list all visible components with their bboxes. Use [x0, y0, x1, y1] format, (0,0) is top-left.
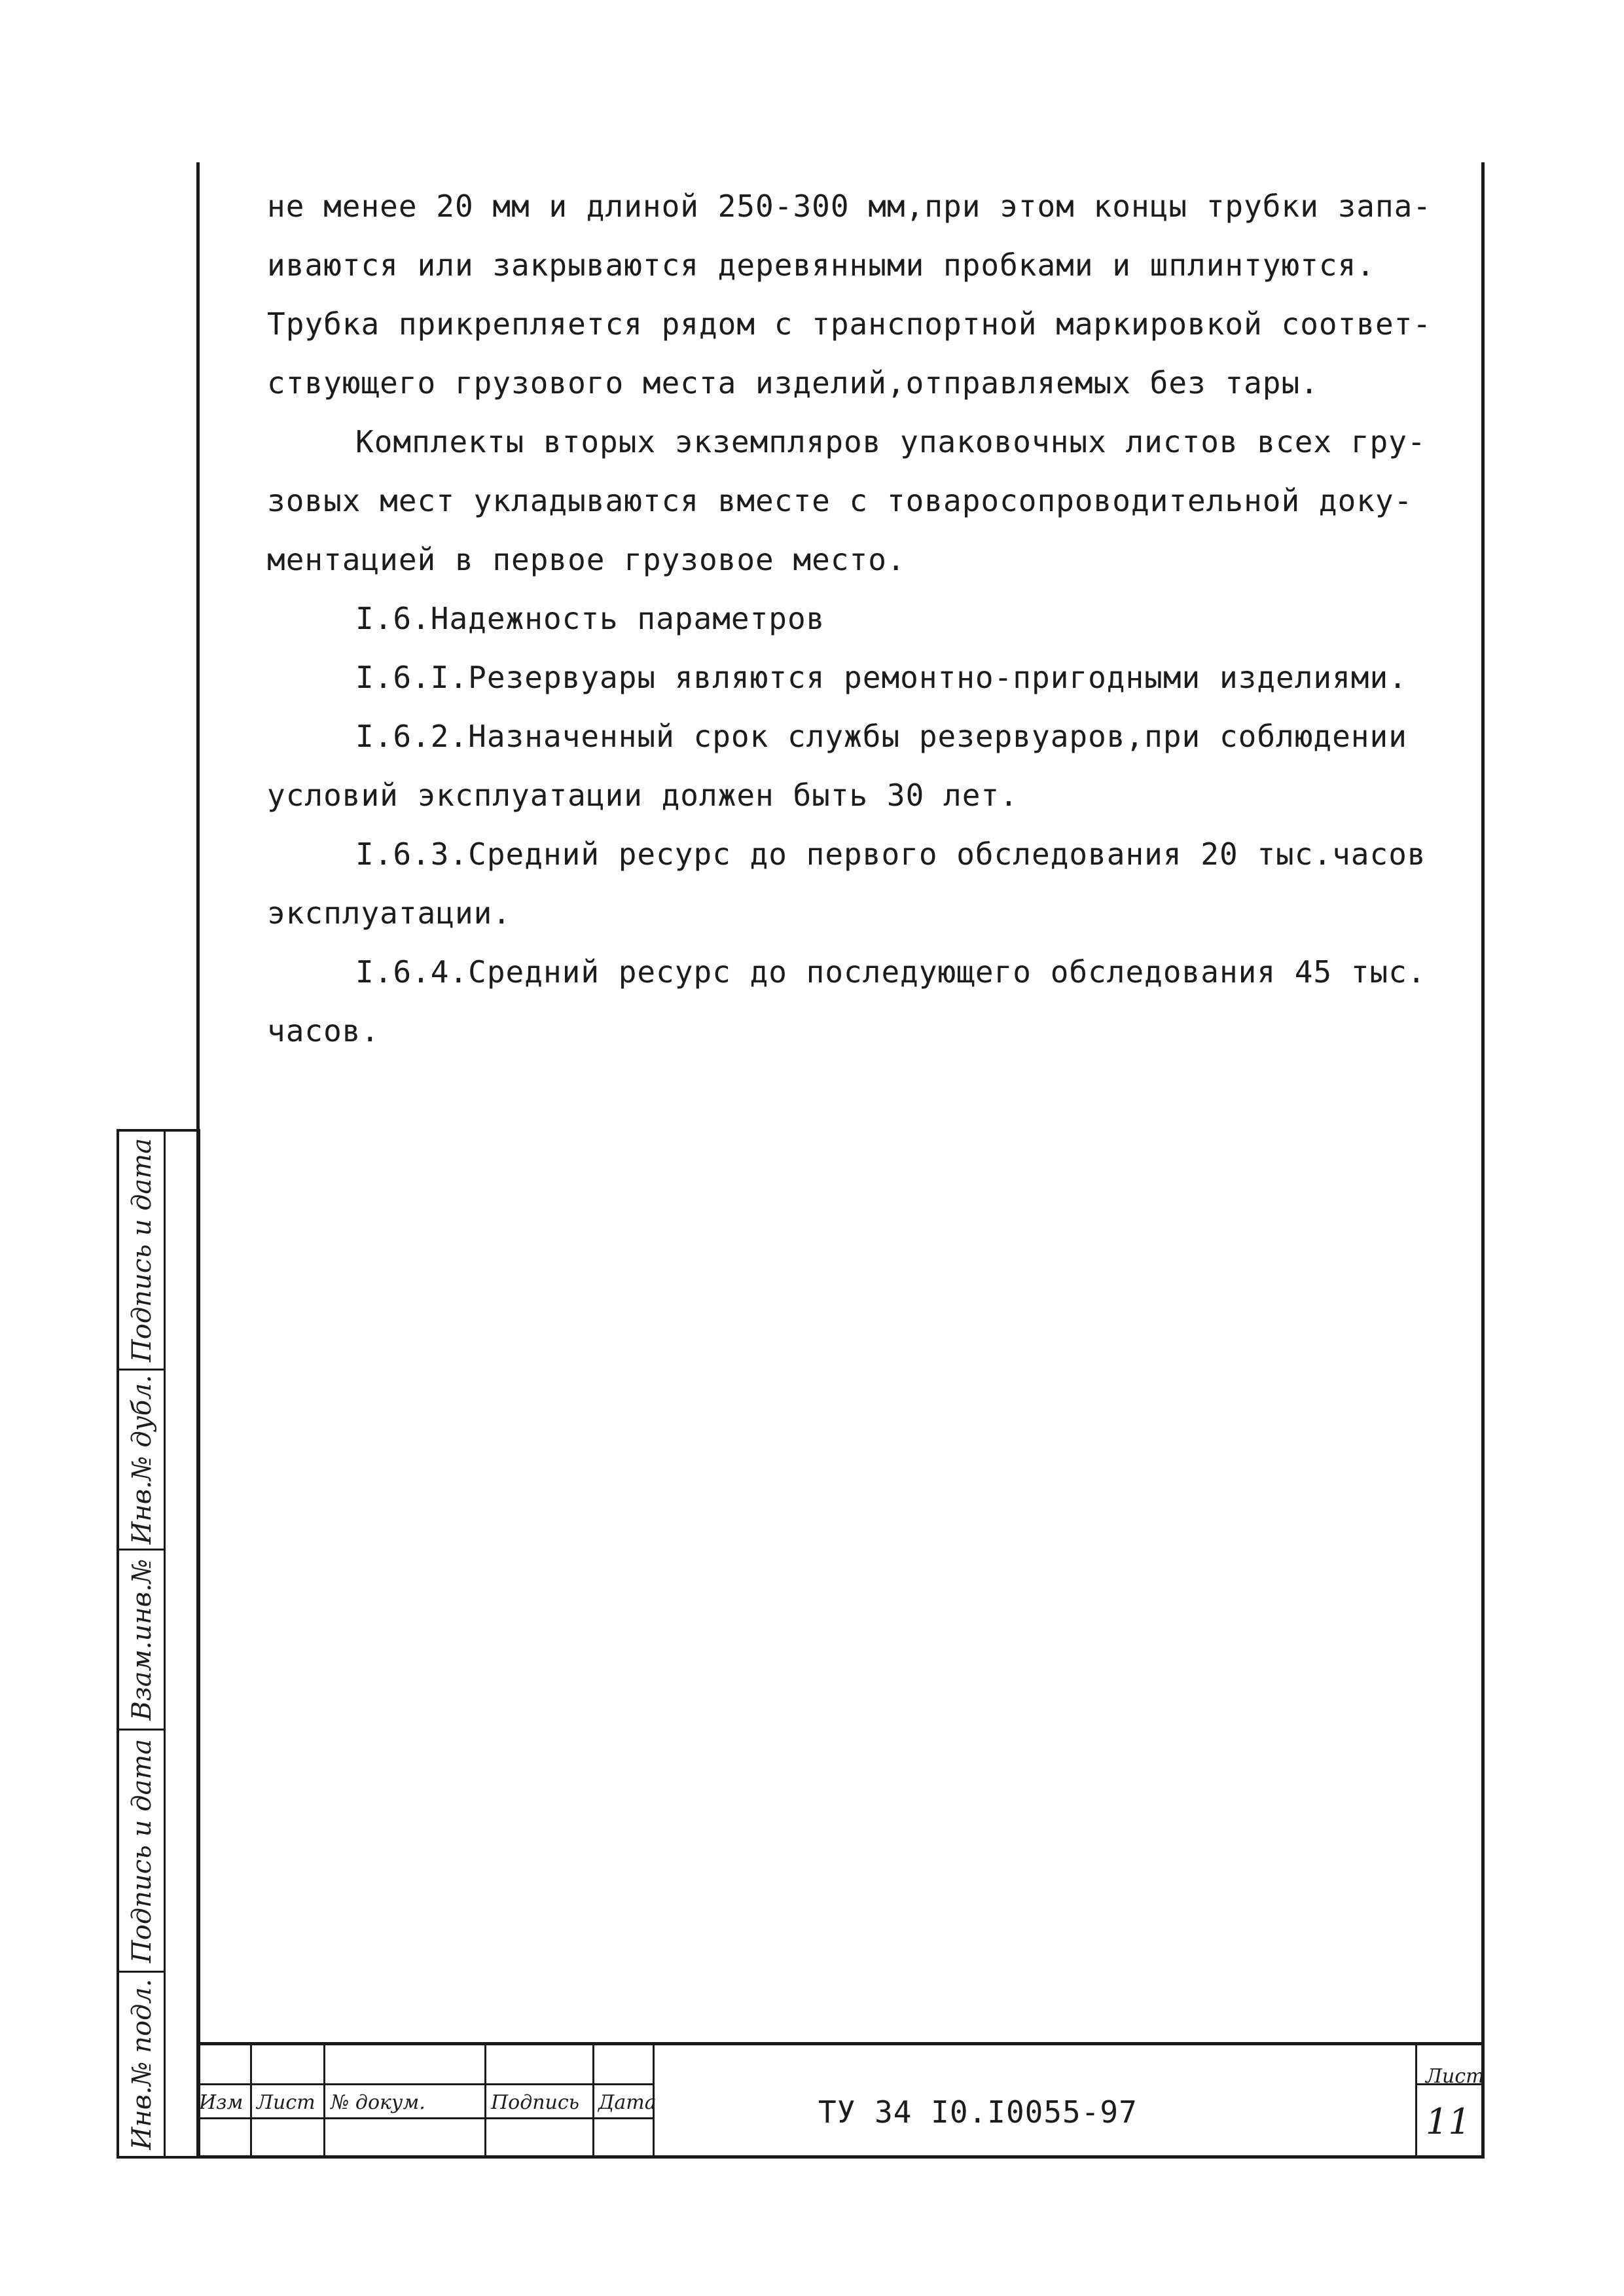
side-cell-orig-inv	[119, 1973, 165, 2156]
text-line: I.6.2.Назначенный срок службы резервуаров,при соблюдении	[355, 719, 1407, 754]
side-cell-replaced-inv	[119, 1551, 165, 1731]
document-code: ТУ 34 I0.I0055-97	[818, 2094, 1138, 2130]
sheet-label: Лист	[1426, 2065, 1485, 2088]
text-line: условий эксплуатации должен быть 30 лет.	[267, 778, 1019, 813]
document-body	[267, 177, 1432, 1060]
text-line: I.6.3.Средний ресурс до первого обследования 20 тыс.часов	[355, 836, 1426, 872]
col-change-label: Изм	[199, 2091, 244, 2114]
sheet-number: 11	[1426, 2101, 1471, 2142]
side-cell-dup-inv	[119, 1371, 165, 1551]
col-doc-no-label: № докум.	[331, 2091, 425, 2114]
side-cell-signature-date-top	[119, 1132, 165, 1371]
section-heading: I.6.Надежность параметров	[355, 601, 825, 636]
side-label: Инв.№ дубл.	[127, 1374, 157, 1545]
col-date-label: Дата	[598, 2091, 657, 2114]
text-line: часов.	[267, 1013, 380, 1049]
side-label: Подпись и дата	[127, 1738, 157, 1963]
text-line: Комплекты вторых экземпляров упаковочных листов всех гру-	[355, 424, 1426, 459]
text-line: ствующего грузового места изделий,отправляемых без тары.	[267, 365, 1319, 401]
text-line: I.6.4.Средний ресурс до последующего обследования 45 тыс.	[355, 954, 1426, 990]
side-label: Подпись и дата	[127, 1138, 157, 1363]
text-line: иваются или закрываются деревянными пробками и шплинтуются.	[267, 247, 1375, 283]
text-line: не менее 20 мм и длиной 250-300 мм,при этом концы трубки запа-	[267, 188, 1432, 224]
side-cell-signature-date-bottom	[119, 1731, 165, 1973]
col-sheet-label: Лист	[257, 2091, 316, 2114]
text-line: Трубка прикрепляется рядом с транспортной маркировкой соответ-	[267, 306, 1432, 342]
side-label: Взам.инв.№	[127, 1558, 157, 1721]
title-block-col	[1415, 2045, 1417, 2155]
text-line: I.6.I.Резервуары являются ремонтно-пригодными изделиями.	[355, 660, 1407, 695]
side-label: Инв.№ подл.	[127, 1979, 157, 2150]
text-line: эксплуатации.	[267, 895, 512, 931]
text-line: зовых мест укладываются вместе с товаросопроводительной доку-	[267, 483, 1413, 518]
col-signature-label: Подпись	[491, 2091, 580, 2114]
text-line: ментацией в первое грузовое место.	[267, 542, 906, 577]
page-frame-right	[1481, 162, 1485, 2159]
side-stamp	[117, 1129, 200, 2159]
